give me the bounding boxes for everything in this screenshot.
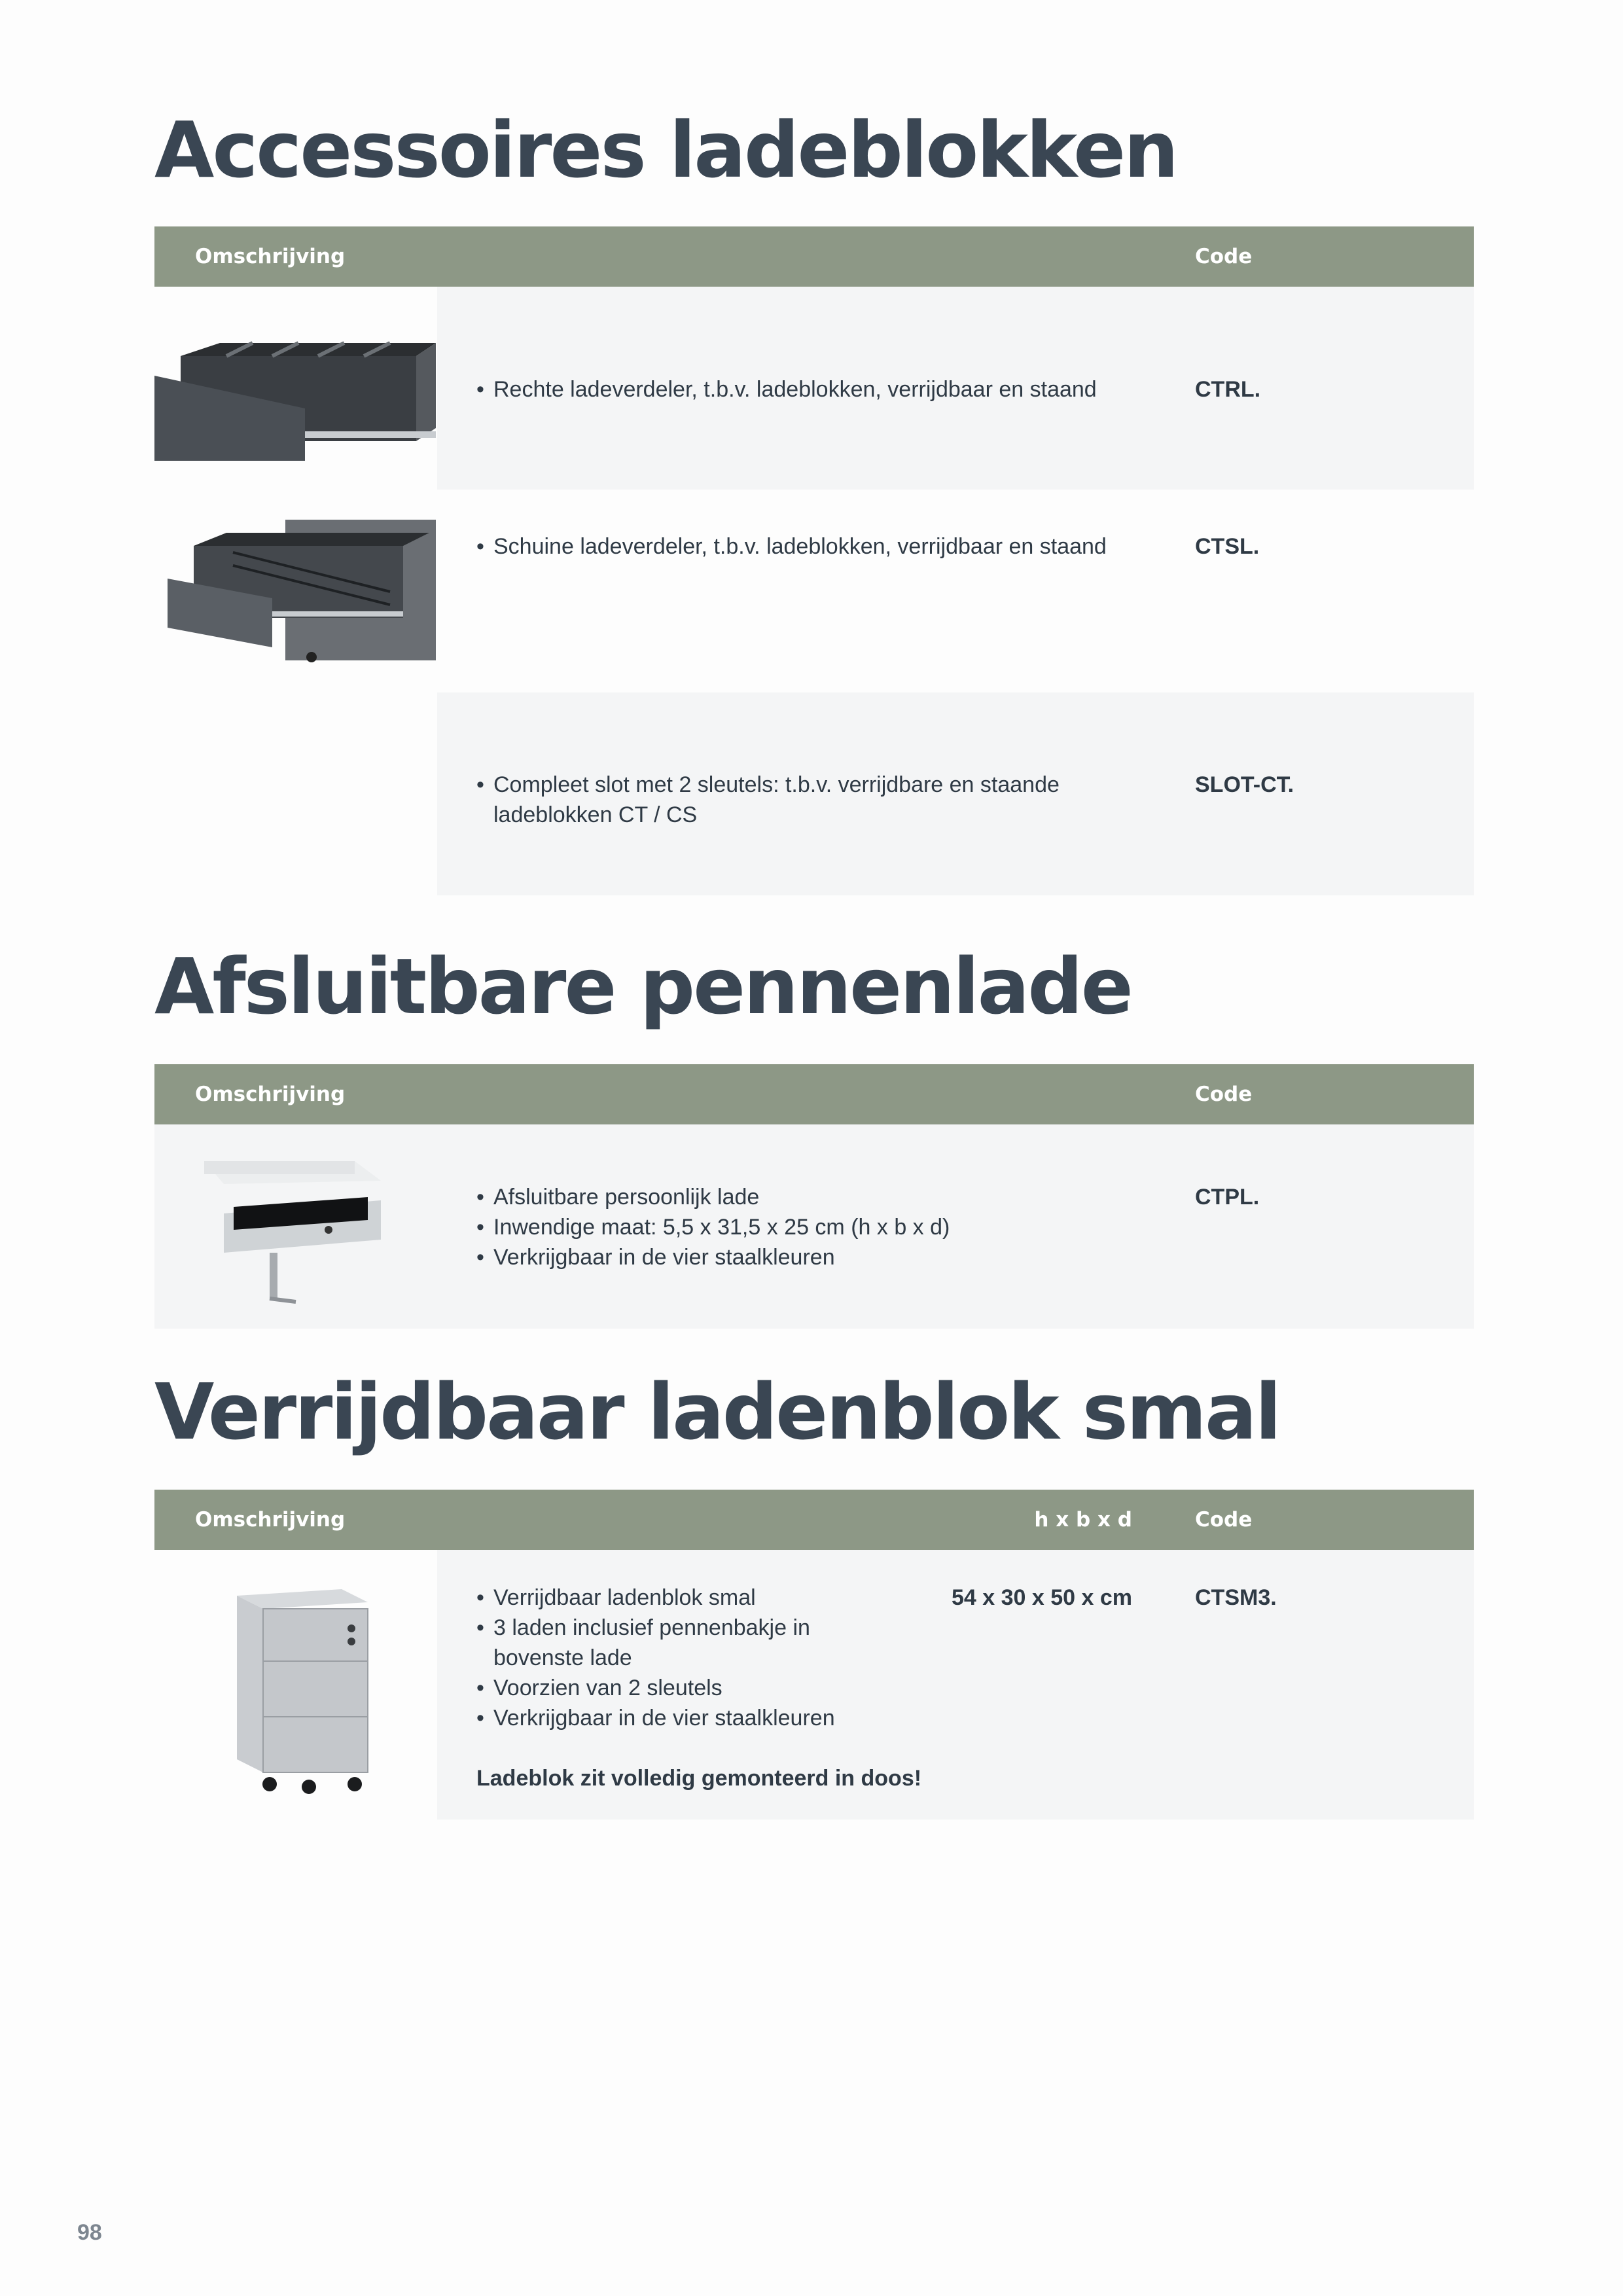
page-number: 98 xyxy=(77,2220,102,2245)
mobile-drawer-unit-image xyxy=(154,1576,437,1799)
product-code: CTRL. xyxy=(1195,377,1261,402)
header-description: Omschrijving xyxy=(195,1083,346,1106)
header-description: Omschrijving xyxy=(195,245,346,268)
row-description xyxy=(476,1583,1131,1793)
description-bullet: • Verrijdbaar ladenblok smal xyxy=(476,1583,1131,1613)
product-code: CTSM3. xyxy=(1195,1585,1277,1610)
product-dimensions: 54 x 30 x 50 x cm xyxy=(951,1585,1132,1610)
section-title-pennenlade: Afsluitbare pennenlade xyxy=(154,941,1132,1031)
accessoires-table xyxy=(154,226,1474,895)
assembly-note: Ladeblok zit volledig gemonteerd in doos! xyxy=(476,1766,922,1791)
row-description xyxy=(476,531,1131,562)
section-title-ladenblok-smal: Verrijdbaar ladenblok smal xyxy=(154,1367,1280,1457)
pennenlade-table xyxy=(154,1064,1474,1329)
description-bullet: • 3 laden inclusief pennenbakje in bovenste lade xyxy=(476,1613,843,1673)
table-row xyxy=(154,490,1474,692)
ladenblok-table xyxy=(154,1490,1474,1820)
description-bullet: • Inwendige maat: 5,5 x 31,5 x 25 cm (h x b x d) xyxy=(476,1212,1131,1242)
header-code: Code xyxy=(1195,1508,1253,1532)
product-code: SLOT-CT. xyxy=(1195,772,1294,797)
lock-keys-image xyxy=(154,723,437,867)
product-code: CTSL. xyxy=(1195,534,1260,559)
table-row xyxy=(154,1124,1474,1329)
row-description xyxy=(476,374,1131,404)
table-header xyxy=(154,1064,1474,1124)
description-bullet: • Verkrijgbaar in de vier staalkleuren xyxy=(476,1703,1131,1733)
product-code: CTPL. xyxy=(1195,1185,1260,1210)
lockable-pen-drawer-image xyxy=(154,1155,437,1305)
table-header xyxy=(154,226,1474,287)
angled-drawer-divider-image xyxy=(154,520,437,664)
header-code: Code xyxy=(1195,1083,1253,1106)
header-description: Omschrijving xyxy=(195,1508,346,1532)
table-row xyxy=(154,1550,1474,1820)
straight-drawer-divider-image xyxy=(154,317,437,461)
header-dims: h x b x d xyxy=(1034,1508,1132,1532)
row-description xyxy=(476,770,1131,830)
section-title-accessoires: Accessoires ladeblokken xyxy=(154,105,1177,195)
description-bullet: • Rechte ladeverdeler, t.b.v. ladeblokken, verrijdbaar en staand xyxy=(476,374,1131,404)
description-bullet: • Verkrijgbaar in de vier staalkleuren xyxy=(476,1242,1131,1272)
description-bullet: • Afsluitbare persoonlijk lade xyxy=(476,1182,1131,1212)
row-description xyxy=(476,1182,1131,1272)
description-bullet: • Compleet slot met 2 sleutels: t.b.v. verrijdbare en staande ladeblokken CT / CS xyxy=(476,770,1131,830)
table-row xyxy=(154,287,1474,490)
table-header xyxy=(154,1490,1474,1550)
description-bullet: • Schuine ladeverdeler, t.b.v. ladeblokken, verrijdbaar en staand xyxy=(476,531,1131,562)
description-bullet: • Voorzien van 2 sleutels xyxy=(476,1673,1131,1703)
table-row xyxy=(154,692,1474,895)
header-code: Code xyxy=(1195,245,1253,268)
